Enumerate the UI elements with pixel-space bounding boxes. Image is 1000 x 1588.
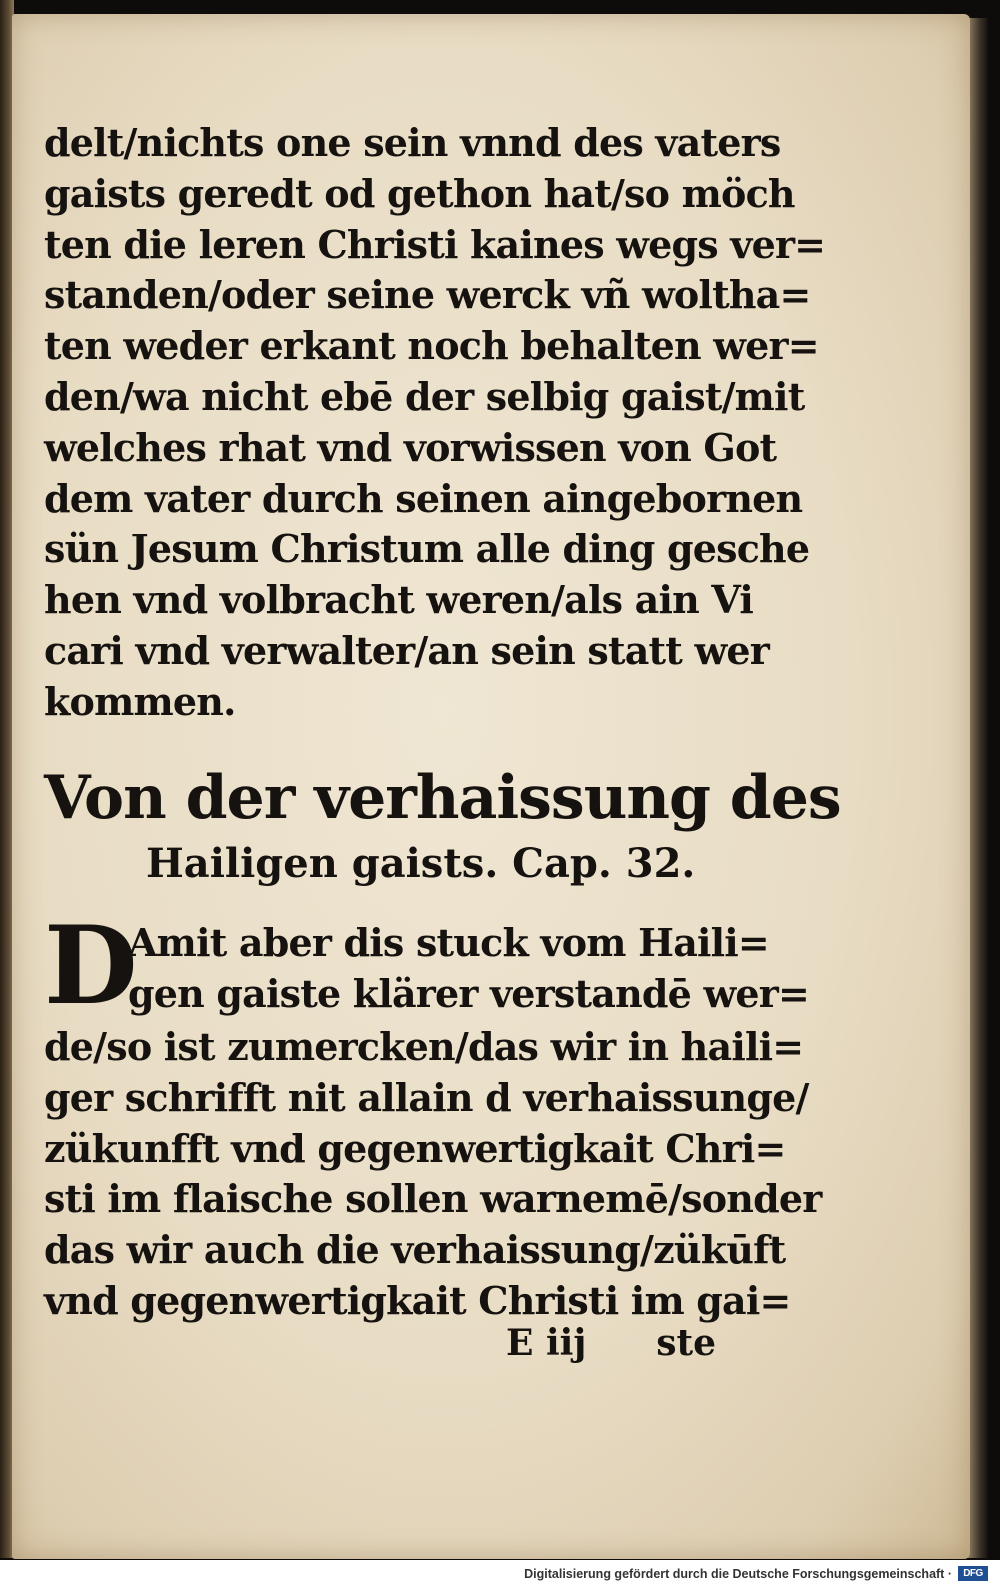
decorated-initial: D bbox=[44, 903, 138, 1029]
text-line: vnd gegenwertigkait Christi im gai= bbox=[44, 1277, 791, 1323]
text-line: ten weder erkant noch behalten wer= bbox=[44, 323, 819, 369]
chapter-body bbox=[44, 903, 822, 1327]
text-line: ger schrifft nit allain d verhaissunge/ bbox=[44, 1074, 809, 1120]
dfg-logo: DFG bbox=[958, 1566, 988, 1581]
chapter-heading-subtitle: Hailigen gaists. Cap. 32. bbox=[146, 840, 696, 887]
text-line: den/wa nicht ebē der selbig gaist/mit bbox=[44, 373, 805, 419]
catchword: ste bbox=[656, 1322, 716, 1364]
text-line: ten die leren Christi kaines wegs ver= bbox=[44, 221, 826, 267]
text-line: welches rhat vnd vorwissen von Got bbox=[44, 424, 777, 470]
chapter-heading-title: Von der verhaissung des bbox=[44, 763, 841, 833]
text-line: Amit aber dis stuck vom Haili= bbox=[128, 920, 769, 965]
text-line: de/so ist zumercken/das wir in haili= bbox=[44, 1024, 804, 1069]
text-line: kommen. bbox=[44, 678, 236, 724]
text-line: hen vnd volbracht weren/als ain Vi bbox=[44, 577, 754, 623]
text-line: cari vnd verwalter/an sein statt wer bbox=[44, 627, 769, 673]
body-text bbox=[44, 118, 826, 728]
text-line: zükunfft vnd gegenwertigkait Chri= bbox=[44, 1125, 786, 1171]
text-line: sün Jesum Christum alle ding gesche bbox=[44, 526, 810, 572]
signature-mark: E iij bbox=[506, 1322, 587, 1364]
funding-notice: Digitalisierung gefördert durch die Deutsche Forschungsgemeinschaft · bbox=[524, 1567, 952, 1581]
text-line: gaists geredt od gethon hat/so möch bbox=[44, 170, 795, 216]
text-line: gen gaiste klärer verstandē wer= bbox=[128, 970, 810, 1016]
text-line: delt/nichts one sein vnnd des vaters bbox=[44, 120, 781, 165]
text-line: das wir auch die verhaissung/zükūft bbox=[44, 1227, 786, 1273]
footer-bar bbox=[0, 1560, 1000, 1588]
text-line: sti im flaische sollen warnemē/sonder bbox=[44, 1176, 822, 1222]
text-line: dem vater durch seinen aingebornen bbox=[44, 475, 803, 521]
page-foot bbox=[506, 1322, 726, 1372]
text-line: standen/oder seine werck vñ woltha= bbox=[44, 272, 811, 318]
chapter-heading bbox=[44, 758, 841, 890]
